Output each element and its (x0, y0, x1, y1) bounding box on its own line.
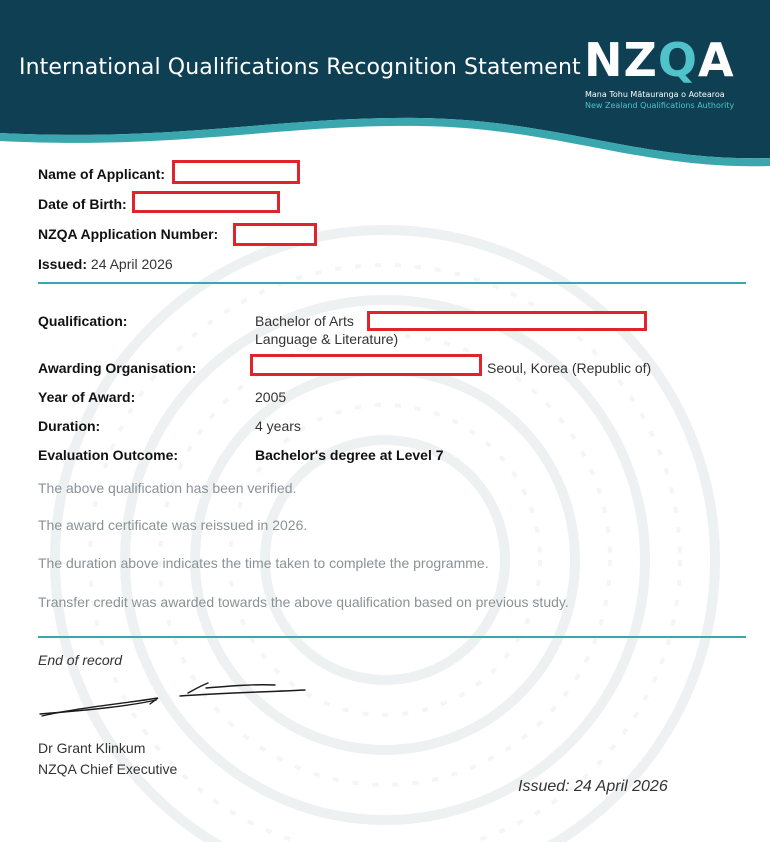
logo-english-name: New Zealand Qualifications Authority (585, 101, 735, 110)
redaction-box (250, 354, 482, 376)
duration-label: Duration: (38, 418, 101, 434)
logo-maori-name: Mana Tohu Mātauranga o Aotearoa (585, 90, 725, 99)
issued-value: 24 April 2026 (90, 256, 173, 272)
dob-label: Date of Birth: (38, 196, 127, 212)
section-divider (38, 282, 746, 284)
note-line: The award certificate was reissued in 2026. (38, 517, 308, 533)
redaction-box (233, 223, 317, 246)
app-number-label: NZQA Application Number: (38, 226, 219, 242)
redaction-box (132, 191, 280, 213)
signature (30, 676, 320, 726)
note-line: The duration above indicates the time taken to complete the programme. (38, 555, 489, 571)
awarding-label: Awarding Organisation: (38, 360, 197, 376)
name-label: Name of Applicant: (38, 166, 166, 182)
redaction-box (172, 160, 300, 184)
issued-line (38, 256, 173, 272)
outcome-label: Evaluation Outcome: (38, 447, 179, 463)
document-title: International Qualifications Recognition Statement (19, 55, 581, 80)
header-band (0, 0, 770, 170)
qualification-value: Bachelor of Arts (255, 313, 354, 329)
outcome-value: Bachelor's degree at Level 7 (255, 447, 444, 463)
note-line: Transfer credit was awarded towards the above qualification based on previous study. (38, 594, 569, 610)
year-label: Year of Award: (38, 389, 136, 405)
qualification-label: Qualification: (38, 313, 128, 329)
duration-value: 4 years (255, 418, 301, 434)
end-of-record: End of record (38, 652, 123, 668)
issued-label: Issued: (38, 256, 88, 272)
signer-title: NZQA Chief Executive (38, 761, 178, 777)
redaction-box (367, 311, 647, 331)
year-value: 2005 (255, 389, 287, 405)
signer-name: Dr Grant Klinkum (38, 740, 146, 756)
note-line: The above qualification has been verified. (38, 480, 297, 496)
issued-footer: Issued: 24 April 2026 (518, 778, 668, 795)
nzqa-logo (584, 35, 744, 115)
awarding-value: Seoul, Korea (Republic of) (487, 360, 652, 376)
section-divider (38, 636, 746, 638)
qualification-value-line2: Language & Literature) (255, 331, 399, 347)
logo-wordmark: NZQA (584, 33, 735, 87)
